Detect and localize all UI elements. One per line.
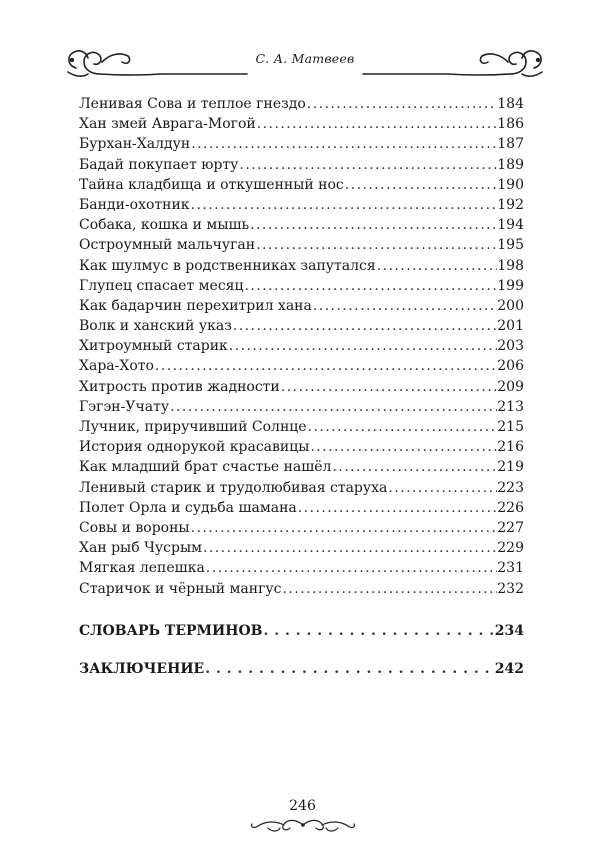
toc-leader-dots [203, 538, 497, 558]
toc-entry[interactable] [79, 377, 524, 397]
toc-leader-dots [155, 356, 497, 376]
toc-entry[interactable] [79, 397, 524, 417]
toc-entry-title: Хитрость против жадности [79, 378, 280, 395]
toc-leader-dots [191, 518, 498, 538]
toc-entry-title: Совы и вороны [79, 519, 190, 536]
toc-leader-dots [313, 296, 497, 316]
toc-conclusion-row[interactable] [79, 659, 524, 679]
toc-leader-dots [170, 397, 497, 417]
toc-entry-title: Бадай покупает юрту [79, 156, 239, 173]
toc-entry-title: Как младший брат счастье нашёл [79, 459, 332, 476]
toc-entry-title: Банди-охотник [79, 196, 190, 213]
toc-entry[interactable] [79, 94, 524, 114]
running-title: С. А. Матвеев [255, 51, 355, 66]
toc-entry-title: Хан змей Аврага-Могой [79, 116, 256, 133]
toc-leader-dots [283, 579, 498, 599]
toc-leader-dots [332, 457, 497, 477]
toc-entry-page: 229 [497, 540, 524, 557]
toc-leader-dots [250, 215, 497, 235]
page-header [62, 40, 548, 88]
toc-entry[interactable] [79, 175, 524, 195]
toc-entry-page: 216 [497, 439, 524, 456]
toc-entry-page: 189 [497, 156, 524, 173]
toc-entry-title: Старичок и чёрный мангус [79, 580, 282, 597]
toc-entry-page: 190 [497, 176, 524, 193]
toc-leader-dots [191, 195, 498, 215]
toc-leader-dots [206, 558, 497, 578]
toc-entry-page: 184 [497, 96, 524, 112]
toc-entry-page: 201 [497, 318, 524, 335]
toc-entry[interactable] [79, 478, 524, 498]
toc-entry-page: 198 [497, 257, 524, 274]
toc-entry[interactable] [79, 558, 524, 578]
toc-entry-title: Хан рыб Чусрым [79, 540, 202, 557]
toc-leader-dots [281, 377, 498, 397]
toc-entry-page: 186 [497, 116, 524, 133]
toc-entry[interactable] [79, 296, 524, 316]
page-number: 246 [289, 798, 316, 814]
toc-entry-title: Глупец спасает месяц [79, 277, 244, 294]
toc-entry-title: Хара-Хото [79, 358, 154, 375]
toc-entry[interactable] [79, 155, 524, 175]
toc-leader-dots [298, 498, 498, 518]
toc-leader-dots [308, 417, 498, 437]
toc-entry-title: Остроумный мальчуган [79, 237, 256, 254]
toc-leader-dots [233, 316, 497, 336]
toc-entry-title: Собака, кошка и мышь [79, 217, 250, 234]
toc-entry[interactable] [79, 316, 524, 336]
toc-entry[interactable] [79, 276, 524, 296]
toc-entry-title: Бурхан-Халдун [79, 136, 191, 153]
toc-entry-title: Гэгэн-Учату [79, 398, 170, 415]
toc-entry-title: Как бадарчин перехитрил хана [79, 297, 312, 314]
toc-glossary-page: 234 [494, 623, 524, 639]
toc-entry[interactable] [79, 114, 524, 134]
toc-glossary-row[interactable] [79, 621, 524, 641]
toc-conclusion-page: 242 [494, 661, 524, 677]
toc-entry-title: Мягкая лепешка [79, 560, 205, 577]
toc-glossary-title: СЛОВАРЬ ТЕРМИНОВ [79, 623, 263, 639]
toc-entry-page: 213 [497, 398, 524, 415]
footer-ornament [248, 816, 358, 834]
toc-leader-dots [245, 276, 498, 296]
toc-entry-page: 219 [497, 459, 524, 476]
toc-entry[interactable] [79, 134, 524, 154]
toc-entry-title: Хитроумный старик [79, 338, 228, 355]
toc-entry[interactable] [79, 437, 524, 457]
toc-entry[interactable] [79, 538, 524, 558]
toc-entry-page: 226 [497, 499, 524, 516]
toc-entry-page: 215 [497, 419, 524, 435]
toc-leader-dots [307, 94, 497, 114]
toc-entry-title: Как шулмус в родственниках запутался [79, 257, 376, 274]
toc-entry-page: 199 [497, 277, 524, 294]
toc-entry[interactable] [79, 579, 524, 599]
toc-entry-title: Волк и ханский указ [79, 318, 232, 335]
toc-entry[interactable] [79, 498, 524, 518]
toc-leader-dots [377, 256, 498, 276]
toc-entry-page: 206 [497, 358, 524, 375]
toc-entry[interactable] [79, 256, 524, 276]
toc-entry-page: 194 [497, 217, 524, 234]
toc-entry-page: 192 [497, 196, 524, 213]
toc-leader-dots [229, 336, 497, 356]
toc-entry[interactable] [79, 336, 524, 356]
toc-entry-page: 203 [497, 338, 524, 355]
toc-conclusion-title: ЗАКЛЮЧЕНИЕ [79, 661, 205, 677]
toc-entry[interactable] [79, 235, 524, 255]
toc-entry-page: 187 [497, 136, 524, 153]
toc-leader-dots [191, 134, 497, 154]
toc-entry[interactable] [79, 457, 524, 477]
toc-entry-page: 209 [497, 378, 524, 395]
toc-entry-title: Полет Орла и судьба шамана [79, 499, 297, 516]
toc-entry[interactable] [79, 356, 524, 376]
toc-entry-title: Ленивый старик и трудолюбивая старуха [79, 479, 388, 496]
toc-leader-dots [264, 621, 495, 641]
toc-leader-dots [310, 437, 497, 457]
toc-entry-page: 223 [497, 479, 524, 496]
toc-entry[interactable] [79, 195, 524, 215]
toc-entry-title: История однорукой красавицы [79, 439, 310, 456]
toc-entry[interactable] [79, 215, 524, 235]
toc-entry-page: 231 [497, 560, 524, 577]
toc-entry-title: Лучник, приручивший Солнце [79, 419, 307, 435]
toc-entry-title: Тайна кладбища и откушенный нос [79, 176, 344, 193]
toc-leader-dots [205, 659, 495, 679]
toc-entry-page: 227 [497, 519, 524, 536]
toc-entry-page: 195 [497, 237, 524, 254]
toc-leader-dots [256, 235, 497, 255]
toc-entry-title: Ленивая Сова и теплое гнездо [79, 96, 306, 112]
table-of-contents [79, 94, 524, 599]
toc-entry[interactable] [79, 518, 524, 538]
toc-leader-dots [388, 478, 497, 498]
toc-leader-dots [345, 175, 498, 195]
toc-entry-page: 200 [497, 297, 524, 314]
toc-entry[interactable] [79, 417, 524, 437]
toc-entry-page: 232 [497, 580, 524, 597]
toc-leader-dots [257, 114, 498, 134]
toc-leader-dots [239, 155, 497, 175]
